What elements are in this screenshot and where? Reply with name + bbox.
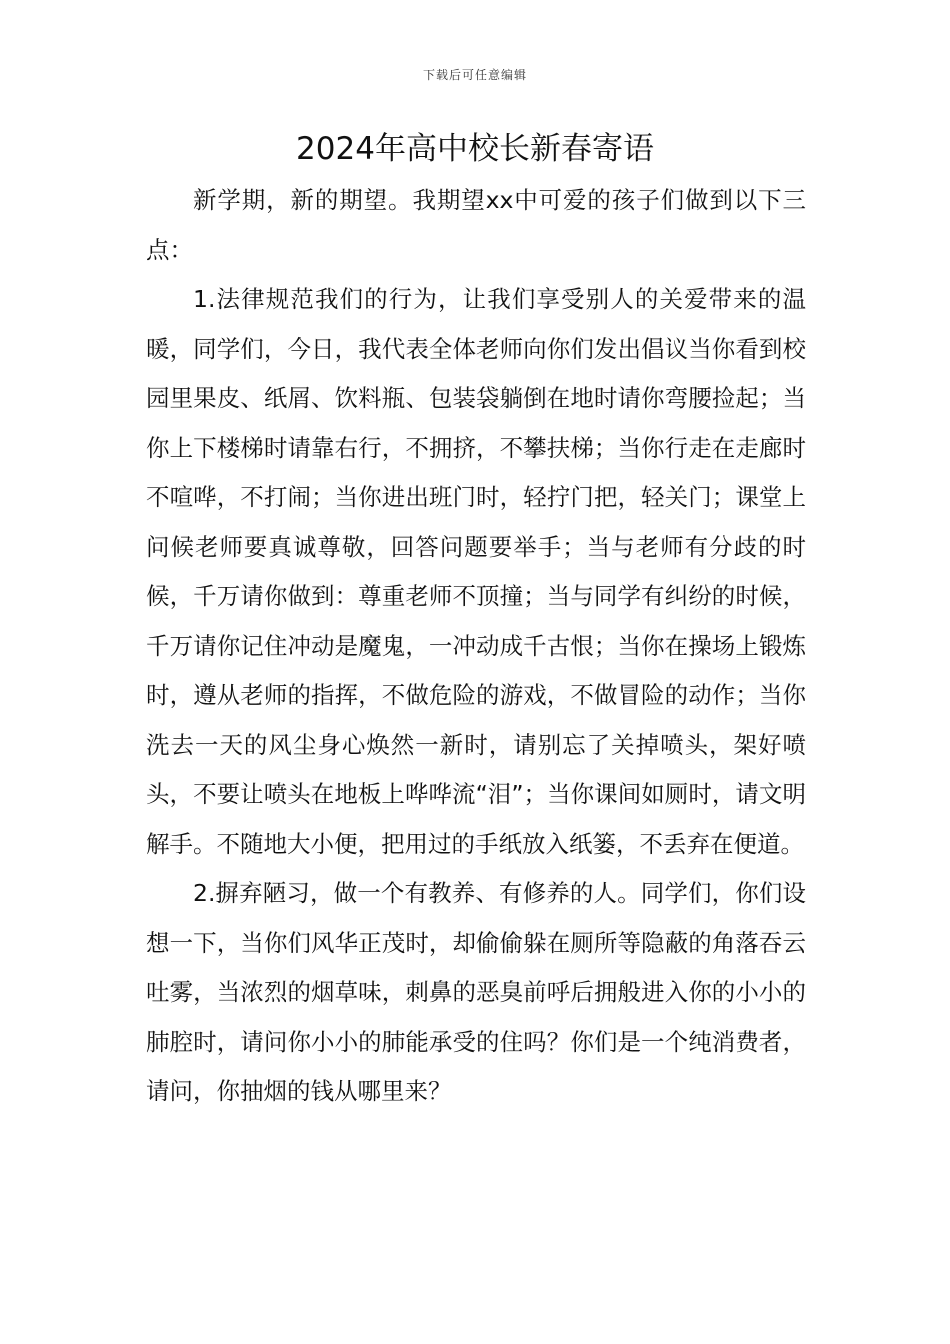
- paragraph-point-1: 1.法律规范我们的行为，让我们享受别人的关爱带来的温暖，同学们，今日，我代表全体老师向你们发出倡议当你看到校园里果皮、纸屑、饮料瓶、包装袋躺倒在地时请你弯腰捡起；当你上下楼梯时请靠右行，不拥挤，不攀扶梯；当你行走在走廊时不喧哗，不打闹；当你进出班门时，轻拧门把，轻关门；课堂上问候老师要真诚尊敬，回答问题要举手；当与老师有分歧的时候，千万请你做到：尊重老师不顶撞；当与同学有纠纷的时候，千万请你记住冲动是魔鬼，一冲动成千古恨；当你在操场上锻炼时，遵从老师的指挥，不做危险的游戏，不做冒险的动作；当你洗去一天的风尘身心焕然一新时，请别忘了关掉喷头，架好喷头，不要让喷头在地板上哗哗流“泪”；当你课间如厕时，请文明解手。不随地大小便，把用过的手纸放入纸篓，不丢弃在便道。: [146, 285, 806, 858]
- document-title: 2024年高中校长新春寄语: [296, 131, 654, 167]
- document-body: [146, 176, 806, 1117]
- paragraph-point-2: 2.摒弃陋习，做一个有教养、有修养的人。同学们，你们设想一下，当你们风华正茂时，却偷偷躲在厕所等隐蔽的角落吞云吐雾，当浓烈的烟草味，刺鼻的恶臭前呼后拥般进入你的小小的肺腔时，请问你小小的肺能承受的住吗？你们是一个纯消费者，请问，你抽烟的钱从哪里来？: [146, 879, 806, 1105]
- paragraph-intro: 新学期，新的期望。我期望xx中可爱的孩子们做到以下三点：: [146, 186, 806, 264]
- header-note: 下载后可任意编辑: [422, 68, 527, 82]
